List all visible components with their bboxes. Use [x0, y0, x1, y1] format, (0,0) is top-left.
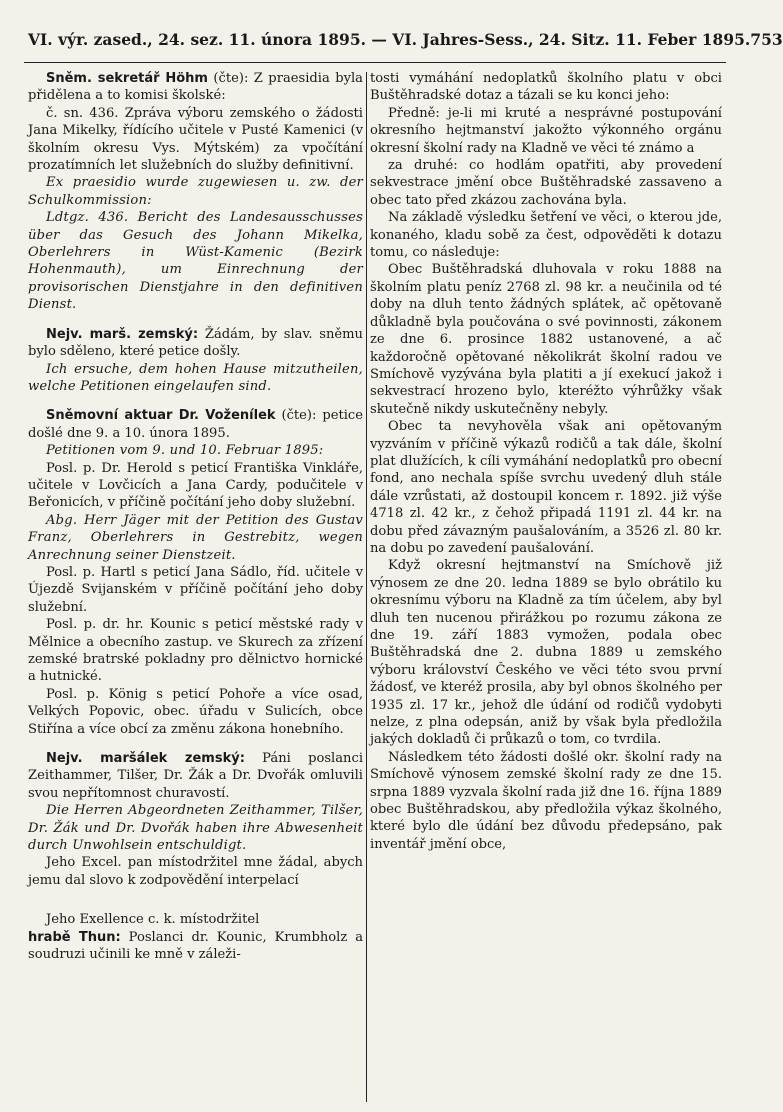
paragraph [370, 261, 722, 418]
running-header [28, 30, 783, 56]
header-title: VI. výr. zased., 24. sez. 11. února 1895. — VI. Jahres-Sess., 24. Sitz. 11. Feber 1895. [28, 30, 751, 49]
paragraph-text: (čte): petice došlé dne 9. a 10. února 1895. [28, 408, 364, 441]
paragraph-text: Ex praesidio wurde zugewiesen u. zw. der Schulkommission: [28, 175, 363, 208]
paragraph [28, 209, 363, 313]
paragraph [28, 407, 363, 442]
paragraph-text: Žádám, by slav. sněmu bylo sděleno, které petice došly. [28, 326, 363, 360]
paragraph [370, 105, 722, 157]
paragraph [28, 361, 363, 396]
paragraph-text: tosti vymáhání nedoplatků školního platu v obci Buštěhradské dotaz a tázali se ku konci jeho: [370, 71, 722, 104]
page-number: 753 [750, 30, 783, 49]
paragraph [28, 616, 363, 686]
paragraph [28, 911, 363, 963]
paragraph-text: Posl. p. Dr. Herold s peticí Františka Vinkláře, učitele v Lovčicích a Jana Cardy, podučitele v Beřonicích, v příčině počítání jeho doby služební. [28, 460, 363, 511]
paragraph [28, 854, 363, 889]
paragraph [370, 209, 722, 261]
header-rule [24, 62, 726, 63]
paragraph [370, 749, 722, 853]
paragraph-text: č. sn. 436. Zpráva výboru zemského o žádosti Jana Mikelky, řídícího učitele v Pusté Kamenici (v školním okresu Vys. Mýtském) za vpočítání prozatímních let služebních do služby definitivní. [28, 105, 363, 174]
speaker-name: Nejv. marš. zemský: [46, 326, 199, 342]
paragraph [28, 460, 363, 512]
paragraph [28, 105, 363, 175]
paragraph-text: Obec ta nevyhověla však ani opětovaným vyzváním v příčině výkazů rodičů a tak dále, školní plat dlužících, k cíli vymáhání nedoplatků pro obecní fond, ano nechala spíše svrchu uvedený dluh stále dále vzrůstati, až dostoupil koncem r. 1892. již výše 4718 zl. 42 kr., z čehož připadá 1191 zl. 44 kr. na dobu před závazným paušalováním, a 3526 zl. 80 kr. na dobu po zavedení paušalování. [370, 419, 722, 556]
paragraph-text: Předně: je-li mi kruté a nesprávné postupování okresního hejtmanství jakožto výkonného orgánu okresní školní rady na Kladně ve věci té známo a [370, 105, 722, 156]
paragraph-text: Posl. p. dr. hr. Kounic s peticí městské rady v Mělnice a obecního zastup. ve Skurech za zřízení zemské bratrské pokladny pro dělnictvo hornické a hutnické. [28, 617, 363, 685]
paragraph [370, 418, 722, 557]
paragraph [28, 70, 363, 105]
paragraph-text: Ich ersuche, dem hohen Hause mitzutheilen, welche Petitionen eingelaufen sind. [28, 361, 363, 394]
paragraph-text: Posl. p. Hartl s peticí Jana Sádlo, říd. učitele v Újezdě Svijanském v příčině počítání jeho doby služební. [28, 564, 363, 615]
paragraph-text: Die Herren Abgeordneten Zeithammer, Tilšer, Dr. Žák und Dr. Dvořák haben ihre Abwesenheit durch Unwohlsein entschuldigt. [28, 803, 363, 854]
paragraph-text: Jeho Exellence c. k. místodržitel [46, 912, 260, 928]
paragraph-text: Ldtgz. 436. Bericht des Landesausschusses über das Gesuch des Johann Mikelka, Oberlehrers in Wüst-Kamenic (Bezirk Hohenmauth), um Einrechnung der provisorischen Dienstjahre in den definitiven Dienst. [28, 210, 363, 313]
paragraph-text: Když okresní hejtmanství na Smíchově již výnosem ze dne 20. ledna 1889 se bylo obrátilo ku okresnímu výboru na Kladně za tím účelem, aby byl dluh ten nucenou přirážkou po rozumu zákona ze dne 19. září 1883 vymožen, podala obec Buštěhradská dne 2. dubna 1889 u zemského výboru království Českého ve věci této svou první žádosť, ve kteréž prosila, aby byl obnos školného per 1935 zl. 17 kr., jehož dle údání od rodičů vydobyti nelze, z plna odepsán, aniž by však byla předložila jakých dokladů či průkazů o tom, co tvrdila. [370, 558, 722, 748]
paragraph [370, 70, 722, 105]
speaker-name: Sněm. sekretář Höhm [46, 71, 208, 86]
speaker-name: Sněmovní aktuar Dr. Voženílek [46, 408, 276, 424]
paragraph [370, 157, 722, 209]
paragraph-text: Na základě výsledku šetření ve věci, o kterou jde, konaného, kladu sobě za čest, odpověděti k dotazu tomu, co následuje: [370, 210, 722, 261]
paragraph [28, 174, 363, 209]
paragraph [28, 686, 363, 738]
paragraph-text: Následkem této žádosti došlé okr. školní rady na Smíchově výnosem zemské školní rady ze dne 15. srpna 1889 vyzvala školní rada již dne 16. října 1889 obec Buštěhradskou, aby předložila výkaz školného, které bylo dle údání bez důvodu předepsáno, pak inventář jmění obce, [370, 749, 722, 852]
paragraph-text: Abg. Herr Jäger mit der Petition des Gustav Franz, Oberlehrers in Gestrebitz, wegen Anrechnung seiner Dienstzeit. [28, 512, 363, 563]
speaker-name: hrabě Thun: [28, 929, 121, 945]
speaker-name: Nejv. maršálek zemský: [46, 751, 245, 767]
right-column [370, 70, 722, 853]
paragraph-text: Posl. p. König s peticí Pohoře a více osad, Velkých Popovic, obec. úřadu v Sulicích, obce Stiřína a více obcí za změnu zákona honebního. [28, 686, 363, 737]
paragraph [28, 564, 363, 616]
paragraph-text: Obec Buštěhradská dluhovala v roku 1888 na školním platu peníz 2768 zl. 98 kr. a neučinila od té doby na dluh tento žádných splátek, ač opětovaně důkladně byla poučována o své povinnosti, zákonem ze dne 6. prosince 1882 ustanovené, a ač každoročně opětované několikrát školní radou ve Smíchově vyzývána byla platiti a jí exekucí jakož i sekvestrací hrozeno bylo, kteréžto výhrůžky však skutečně nikdy uskutečněny nebyly. [370, 262, 722, 417]
paragraph [28, 802, 363, 854]
paragraph-text: Poslanci dr. Kounic, Krumbholz a soudruzi učinili ke mně v záleži- [28, 929, 363, 963]
paragraph [28, 442, 363, 459]
paragraph [28, 512, 363, 564]
paragraph [28, 750, 363, 802]
paragraph [28, 326, 363, 361]
paragraph [370, 557, 722, 748]
paragraph-text: Petitionen vom 9. und 10. Februar 1895: [46, 443, 324, 459]
paragraph-text: za druhé: co hodlám opatřiti, aby provedení sekvestrace jmění obce Buštěhradské zassaveno a obec tato před zkázou zachována byla. [370, 158, 722, 208]
paragraph-text: Jeho Excel. pan místodržitel mne žádal, abych jemu dal slovo k zodpovědění interpelací [28, 855, 363, 888]
left-column [28, 70, 363, 964]
column-divider [366, 72, 367, 1102]
paragraph-text: (čte): Z praesidia byla přidělena a to komisi školské: [28, 71, 363, 104]
paragraph-text: Páni poslanci Zeithammer, Tilšer, Dr. Žák a Dr. Dvořák omluvili svou nepřítomnost churavostí. [28, 751, 364, 801]
